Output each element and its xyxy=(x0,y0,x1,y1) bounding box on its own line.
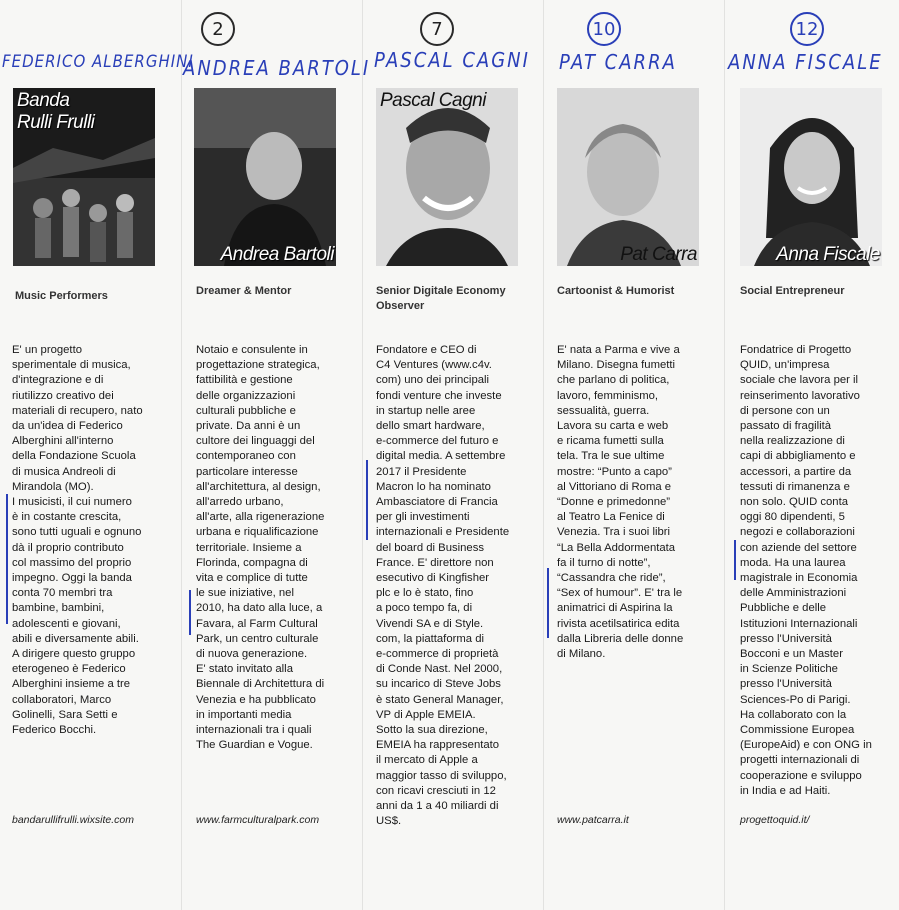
bio-text: E' nata a Parma e vive a Milano. Disegna fumetti che parlano di politica, lavoro, femminismo, sessualità, guerra. Lavora su carta e web e ricama fumetti sulla tela. Tra le sue ultime mostre: “Punto a capo” al Vittoriano di Roma e “Donne e primedonne” al Teatro La Fenice di Venezia. Tra i suoi libri “La Bella Addormentata fa il turno di notte”, “Cassandra che ride”, “Sex of humour”. E' tra le animatrici di Aspirina la rivista acetilsatirica edita dalla Libreria delle donne di Milano. xyxy=(557,344,684,661)
profile-column-banda xyxy=(0,0,194,910)
profile-column-cagni xyxy=(362,0,537,910)
role-title: Dreamer & Mentor xyxy=(196,285,292,297)
role-title: Music Performers xyxy=(15,290,108,302)
profile-photo xyxy=(376,88,518,266)
handwritten-name: ANNA FISCALE xyxy=(728,50,883,75)
website-url[interactable]: www.farmculturalpark.com xyxy=(196,814,320,826)
profile-column-carra xyxy=(543,0,718,910)
portrait-image xyxy=(740,88,882,266)
bio-text: E' un progetto sperimentale di musica, d'integrazione e di riutilizzo creativo dei materiali di recupero, nato da un'idea di Federico Alberghini all'interno della Fondazione Scuola di musica Andreoli di Mirandola (MO). I musicisti, il cui numero è in costante crescita, sono tutti uguali e ognuno dà il proprio contributo col massimo del proprio impegno. Oggi la banda conta 70 membri tra bambine, bambini, adolescenti e giovani, abili e diversamente abili. A dirigere questo gruppo eterogeneo è Federico Alberghini insieme a tre collaboratori, Marco Golinelli, Sara Setti e Federico Bocchi. xyxy=(12,344,143,737)
role-title: Cartoonist & Humorist xyxy=(557,285,675,297)
bio-text: Fondatrice di Progetto QUID, un'impresa sociale che lavora per il reinserimento lavorativo di persone con un passato di fragilità nella realizzazione di capi di abbigliamento e accessori, a partire da tessuti di rimanenza e non solo. QUID conta oggi 80 dipendenti, 5 negozi e collaborazioni con aziende del settore moda. Ha una laurea magistrale in Economia delle Amministrazioni Pubbliche e delle Istituzioni Internazionali presso l'Università Bocconi e un Master in Scienze Politiche presso l'Università Sciences-Po di Parigi. Ha collaborato con la Commissione Europea (EuropeAid) e con ONG in progetti internazionali di cooperazione e sviluppo in India e ad Haiti. xyxy=(740,344,872,797)
handwritten-margin-mark xyxy=(189,590,191,635)
profile-column-bartoli xyxy=(181,0,371,910)
circled-number: 12 xyxy=(790,12,824,46)
photo-caption: Anna Fiscale xyxy=(776,244,880,265)
photo-caption: Pascal Cagni xyxy=(380,90,486,111)
handwritten-name: FEDERICO ALBERGHINI xyxy=(2,50,194,72)
photo-caption: Pat Carra xyxy=(620,244,697,265)
bio-text: Notaio e consulente in progettazione strategica, fattibilità e gestione delle organizzazioni culturali pubbliche e private. Da anni è un cultore dei linguaggi del contemporaneo con particolare interesse all'architettura, al design, all'arredo urbano, all'arte, alla rigenerazione urbana e riqualificazione territoriale. Insieme a Florinda, compagna di vita e complice di tutte le sue iniziative, nel 2010, ha dato alla luce, a Favara, al Farm Cultural Park, un centro culturale di nuova generazione. E' stato invitato alla Biennale di Architettura di Venezia e ha pubblicato in importanti media internazionali tra i quali The Guardian e Vogue. xyxy=(196,344,325,752)
profile-photo xyxy=(557,88,699,266)
handwritten-name: ANDREA BARTOLI xyxy=(183,56,371,81)
handwritten-margin-mark xyxy=(734,540,736,580)
portrait-image xyxy=(376,88,518,266)
profile-photo xyxy=(13,88,155,266)
handwritten-name: PAT CARRA xyxy=(559,50,677,75)
role-title: Senior Digitale Economy Observer xyxy=(376,285,506,312)
portrait-image xyxy=(557,88,699,266)
portrait-image xyxy=(194,88,336,266)
website-url[interactable]: www.patcarra.it xyxy=(557,814,629,826)
profile-column-fiscale xyxy=(724,0,899,910)
bio-text: Fondatore e CEO di C4 Ventures (www.c4v. com) uno dei principali fondi venture che investe in startup nelle aree dello smart hardware, e-commerce del futuro e digital media. A settembre 2017 il Presidente Macron lo ha nominato Ambasciatore di Francia per gli investimenti internazionali e Presidente del board di Business France. E' direttore non esecutivo di Kingfisher plc e lo è stato, fino a poco tempo fa, di Vivendi SA e di Style. com, la piattaforma di e-commerce di proprietà di Conde Nast. Nel 2000, su incarico di Steve Jobs è stato General Manager, VP di Apple EMEIA. Sotto la sua direzione, EMEIA ha rappresentato il mercato di Apple a maggior tasso di sviluppo, con ricavi cresciuti in 12 anni da 1 a 40 miliardi di US$. xyxy=(376,344,510,828)
profile-photo xyxy=(194,88,336,266)
website-url[interactable]: progettoquid.it/ xyxy=(740,814,810,826)
profile-photo xyxy=(740,88,882,266)
photo-caption: Banda Rulli Frulli xyxy=(17,90,95,133)
role-title: Social Entrepreneur xyxy=(740,285,845,297)
handwritten-margin-mark xyxy=(547,568,549,638)
handwritten-margin-mark xyxy=(6,494,8,624)
handwritten-margin-mark xyxy=(366,460,368,540)
circled-number: 10 xyxy=(587,12,621,46)
website-url[interactable]: bandarullifrulli.wixsite.com xyxy=(12,814,134,826)
handwritten-name: PASCAL CAGNI xyxy=(374,48,530,73)
circled-number: 7 xyxy=(420,12,454,46)
circled-number: 2 xyxy=(201,12,235,46)
photo-caption: Andrea Bartoli xyxy=(220,244,334,265)
